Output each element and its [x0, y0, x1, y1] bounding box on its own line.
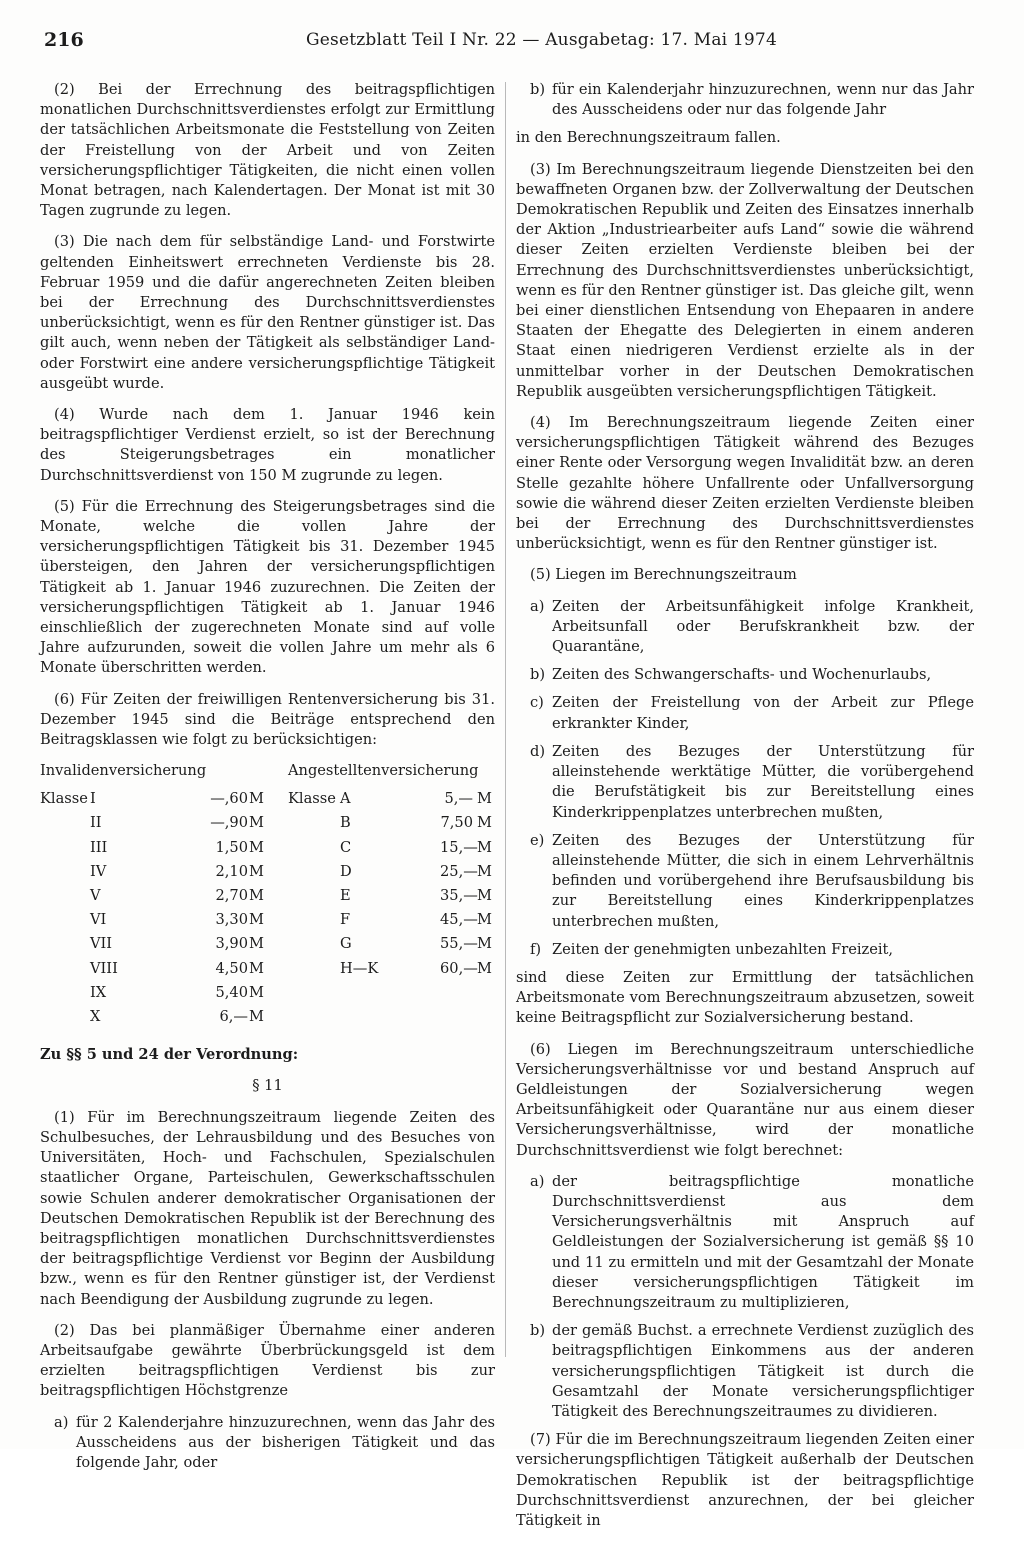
invalid-class: II	[90, 814, 102, 832]
employee-class: D	[340, 862, 352, 880]
list-item	[530, 742, 974, 823]
list-item	[530, 940, 974, 960]
invalid-class: V	[90, 887, 101, 905]
list-item-label: b)	[530, 666, 546, 684]
table-row	[40, 789, 495, 813]
employee-amount: 60,—	[440, 959, 478, 977]
paragraph-2: (2) Bei der Errechnung des beitragspflichtigen monatlichen Durchschnittsverdienstes erfolgt zur Ermittlung der tatsächlichen Arbeitsmonate die Feststellung von Zeiten der Freistellung von der Arbeit und von Zeiten versicherungspflichtiger Tätigkeiten, die nicht einen vollen Monat betragen, nach Kalendertagen. Der Monat ist mit 30 Tagen zugrunde zu legen.	[40, 81, 495, 220]
invalid-amount: 4,50	[215, 959, 248, 977]
list-item-text: Zeiten des Bezuges der Unterstützung für alleinstehende werktätige Mütter, die vorübergehend die Berufstätigkeit bis zur Bereitstellung eines Kinderkrippenplatzes unterbrechen mußten,	[552, 742, 974, 821]
table-header-row	[40, 761, 495, 785]
employee-class: F	[340, 911, 351, 929]
paragraph-7: (7) Für die im Berechnungszeitraum liegenden Zeiten einer versicherungspflichtigen Tätigkeit außerhalb der Deutschen Demokratischen Republik ist der beitragspflichtige Durchschnittsverdienst anzurechnen, der bei gleicher Tätigkeit in	[516, 1431, 974, 1529]
list-item-label: d)	[530, 742, 546, 760]
employee-class: H—K	[340, 959, 379, 977]
table-row	[40, 838, 495, 862]
currency-unit: M	[249, 911, 264, 929]
list-item-label: a)	[530, 1172, 545, 1190]
currency-unit: M	[477, 814, 492, 832]
invalid-class: VI	[90, 911, 107, 929]
table-head-employee: Angestelltenversicherung	[288, 762, 479, 780]
currency-unit: M	[477, 935, 492, 953]
employee-class: B	[340, 814, 351, 832]
list-item-label: b)	[530, 1322, 546, 1340]
table-row	[40, 983, 495, 1007]
p5-list	[516, 597, 974, 960]
right-column	[516, 80, 974, 1542]
list-item	[530, 693, 974, 733]
currency-unit: M	[249, 838, 264, 856]
currency-unit: M	[249, 862, 264, 880]
s11-paragraph-2: (2) Das bei planmäßiger Übernahme einer anderen Arbeitsaufgabe gewährte Überbrückungsgeld ist dem erzielten beitragspflichtigen Verdienst bis zur beitragspflichtigen Höchstgrenze	[40, 1321, 495, 1400]
list-item	[530, 1321, 974, 1422]
currency-unit: M	[249, 959, 264, 977]
list-item-label: a)	[530, 597, 545, 615]
page-header	[44, 30, 974, 56]
invalid-amount: 6,—	[219, 1008, 248, 1026]
invalid-amount: 1,50	[215, 838, 248, 856]
table-row	[40, 1007, 495, 1031]
paragraph-5: (5) Liegen im Berechnungszeitraum	[530, 566, 797, 584]
p5-continuation: sind diese Zeiten zur Ermittlung der tatsächlichen Arbeitsmonate vom Berechnungszeitraum abzusetzen, soweit keine Beitragspflicht zur Sozialversicherung bestand.	[516, 968, 974, 1027]
employee-amount: 25,—	[440, 862, 478, 880]
list-item	[54, 1413, 495, 1474]
list-item	[530, 831, 974, 932]
currency-unit: M	[477, 838, 492, 856]
invalid-class: IX	[90, 983, 107, 1001]
currency-unit: M	[249, 887, 264, 905]
list-item	[530, 597, 974, 658]
s11-paragraph-1: (1) Für im Berechnungszeitraum liegende Zeiten des Schulbesuches, der Lehrausbildung und des Besuches von Universitäten, Hoch- und Fachschulen, Spezialschulen staatlicher Organe, Parteischulen, Gewerkschaftsschulen sowie Schulen anderer demokratischer Organisationen der Deutschen Demokratischen Republik ist der Berechnung des beitragspflichtigen monatlichen Durchschnittsverdienstes der beitragspflichtige Verdienst vor Beginn der Ausbildung bzw., wenn es für den Rentner günstiger ist, der Verdienst nach Beendigung der Ausbildung zugrunde zu legen.	[40, 1108, 495, 1308]
invalid-class: III	[90, 838, 108, 856]
p6-list	[516, 1172, 974, 1422]
employee-amount: 45,—	[440, 911, 478, 929]
page-number: 216	[44, 29, 84, 51]
list-item-label: f)	[530, 940, 542, 958]
invalid-class: I	[90, 790, 96, 808]
list-item	[530, 1172, 974, 1313]
currency-unit: M	[477, 790, 492, 808]
section-number: § 11	[252, 1076, 283, 1094]
gazette-title: Gesetzblatt Teil I Nr. 22 — Ausgabetag: 17. Mai 1974	[306, 30, 777, 50]
left-column	[40, 80, 495, 1481]
employee-class: C	[340, 838, 352, 856]
invalid-amount: 3,90	[215, 935, 248, 953]
employee-class: A	[340, 790, 351, 808]
list-item-text: Zeiten der genehmigten unbezahlten Freizeit,	[552, 940, 894, 958]
list-item-label: c)	[530, 694, 544, 712]
invalid-amount: —,90	[210, 814, 248, 832]
contribution-class-table	[40, 761, 495, 1031]
list-item-text: Zeiten des Schwangerschafts- und Wochenurlaubs,	[552, 666, 932, 684]
invalid-amount: 2,10	[215, 862, 248, 880]
paragraph-4: (4) Wurde nach dem 1. Januar 1946 kein beitragspflichtiger Verdienst erzielt, so ist der Berechnung des Steigerungsbetrages ein monatlicher Durchschnittsverdienst von 150 M zugrunde zu legen.	[40, 406, 495, 484]
list-item-label: b)	[530, 81, 546, 98]
section-heading: Zu §§ 5 und 24 der Verordnung:	[40, 1046, 299, 1064]
currency-unit: M	[249, 790, 264, 808]
employee-class: G	[340, 935, 352, 953]
paragraph-3: (3) Im Berechnungszeitraum liegende Dienstzeiten bei den bewaffneten Organen bzw. der Zollverwaltung der Deutschen Demokratischen Republik und Zeiten des Einsatzes innerhalb der Aktion „Industriearbeiter aufs Land“ sowie die während dieser Zeiten erzielten Verdienste bleiben bei der Errechnung des Durchschnittsverdienstes unberücksichtigt, wenn es für den Rentner günstiger ist. Das gleiche gilt, wenn bei einer dienstlichen Entsendung von Ehepaaren in andere Staaten der Ehegatte des Delegierten in einem anderen Staat einen niedrigeren Verdienst erzielte als in der unmittelbar vorher in der Deutschen Demokratischen Republik ausgeübten versicherungspflichtigen Tätigkeit.	[516, 160, 974, 400]
list-item	[530, 665, 974, 685]
paragraph-6: (6) Liegen im Berechnungszeitraum unterschiedliche Versicherungsverhältnisse vor und bestand Anspruch auf Geldleistungen der Sozialversicherung wegen Arbeitsunfähigkeit oder Quarantäne nur aus einem dieser Versicherungsverhältnisse, wird der monatliche Durchschnittsverdienst wie folgt berechnet:	[516, 1040, 974, 1159]
paragraph-5: (5) Für die Errechnung des Steigerungsbetrages sind die Monate, welche die vollen Jahre der versicherungspflichtigen Tätigkeit bis 31. Dezember 1945 übersteigen, den Jahren der versicherungspflichtigen Tätigkeit ab 1. Januar 1946 zuzurechnen. Die Zeiten der versicherungspflichtigen Tätigkeit ab 1. Januar 1946 einschließlich der zugerechneten Monate sind auf volle Jahre aufzurunden, soweit die vollen Jahre um mehr als 6 Monate überschritten werden.	[40, 497, 495, 677]
invalid-class: IV	[90, 862, 107, 880]
table-head-invalid: Invalidenversicherung	[40, 762, 207, 780]
currency-unit: M	[249, 983, 264, 1001]
table-row	[40, 910, 495, 934]
currency-unit: M	[249, 935, 264, 953]
currency-unit: M	[477, 887, 492, 905]
list-item-text: Zeiten der Arbeitsunfähigkeit infolge Krankheit, Arbeitsunfall oder Berufskrankheit bzw. der Quarantäne,	[552, 597, 974, 656]
column-divider	[505, 82, 506, 1357]
invalid-amount: 2,70	[215, 887, 248, 905]
currency-unit: M	[477, 959, 492, 977]
table-row	[40, 862, 495, 886]
invalid-class: X	[90, 1008, 101, 1026]
table-row	[40, 813, 495, 837]
currency-unit: M	[249, 1008, 264, 1026]
invalid-class: VII	[90, 935, 113, 953]
employee-amount: 35,—	[440, 887, 478, 905]
table-row	[40, 959, 495, 983]
invalid-class: VIII	[90, 959, 118, 977]
currency-unit: M	[477, 862, 492, 880]
list-item	[530, 80, 974, 120]
list-item-text: Zeiten der Freistellung von der Arbeit zur Pflege erkrankter Kinder,	[552, 694, 974, 732]
class-word: Klasse	[288, 790, 336, 808]
invalid-amount: 5,40	[215, 983, 248, 1001]
table-row	[40, 886, 495, 910]
continuation-text: in den Berechnungszeitraum fallen.	[516, 129, 781, 147]
list-item-text: der gemäß Buchst. a errechnete Verdienst zuzüglich des beitragspflichtigen Einkommens aus der anderen versicherungspflichtigen Tätigkeit ist durch die Gesamtzahl der Monate versicherungspflichtiger Tätigkeit des Berechnungszeitraumes zu dividieren.	[552, 1322, 974, 1420]
table-row	[40, 934, 495, 958]
employee-class: E	[340, 887, 351, 905]
list-item-label: e)	[530, 831, 545, 849]
currency-unit: M	[477, 911, 492, 929]
employee-amount: 55,—	[440, 935, 478, 953]
employee-amount: 15,—	[440, 838, 478, 856]
list-item-text: der beitragspflichtige monatliche Durchschnittsverdienst aus dem Versicherungsverhältnis mit Anspruch auf Geldleistungen der Sozialversicherung ist gemäß §§ 10 und 11 zu ermitteln und mit der Gesamtzahl der Monate dieser versicherungspflichtigen Tätigkeit im Berechnungszeitraum zu multiplizieren,	[552, 1172, 974, 1311]
paragraph-3: (3) Die nach dem für selbständige Land- und Forstwirte geltenden Einheitswert errechneten Verdienste bis 28. Februar 1959 und die dafür angerechneten Zeiten bleiben bei der Errechnung des Durchschnittsverdienstes unberücksichtigt, wenn es für den Rentner günstiger ist. Das gilt auch, wenn neben der Tätigkeit als selbständiger Land- oder Forstwirt eine andere versicherungspflichtige Tätigkeit ausgeübt wurde.	[40, 233, 495, 392]
list-item-text: Zeiten des Bezuges der Unterstützung für alleinstehende Mütter, die sich in einem Lehrverhältnis befinden und vorübergehend ihre Berufsausbildung bis zur Bereitstellung eines Kinderkrippenplatzes unterbrechen mußten,	[552, 831, 974, 930]
paragraph-6: (6) Für Zeiten der freiwilligen Rentenversicherung bis 31. Dezember 1945 sind die Beiträge entsprechend den Beitragsklassen wie folgt zu berücksichtigen:	[40, 690, 495, 749]
paragraph-4: (4) Im Berechnungszeitraum liegende Zeiten einer versicherungspflichtigen Tätigkeit während des Bezuges einer Rente oder Versorgung wegen Invalidität bzw. an deren Stelle gezahlte höhere Unfallrente oder Unfallversorgung sowie die während dieser Zeiten erzielten Verdienste bleiben bei der Errechnung des Durchschnittsverdienstes unberücksichtigt, wenn es für den Rentner günstiger ist.	[516, 414, 974, 553]
list-item-text: für ein Kalenderjahr hinzuzurechnen, wenn nur das Jahr des Ausscheidens oder nur das folgende Jahr	[552, 81, 974, 119]
employee-amount: 7,50	[440, 814, 473, 832]
class-word: Klasse	[40, 790, 88, 808]
list-item-text: für 2 Kalenderjahre hinzuzurechnen, wenn das Jahr des Ausscheidens aus der bisherigen Tätigkeit und das folgende Jahr, oder	[76, 1413, 495, 1471]
employee-amount: 5,—	[444, 790, 473, 808]
invalid-amount: 3,30	[215, 911, 248, 929]
currency-unit: M	[249, 814, 264, 832]
list-item-label: a)	[54, 1413, 69, 1431]
invalid-amount: —,60	[210, 790, 248, 808]
